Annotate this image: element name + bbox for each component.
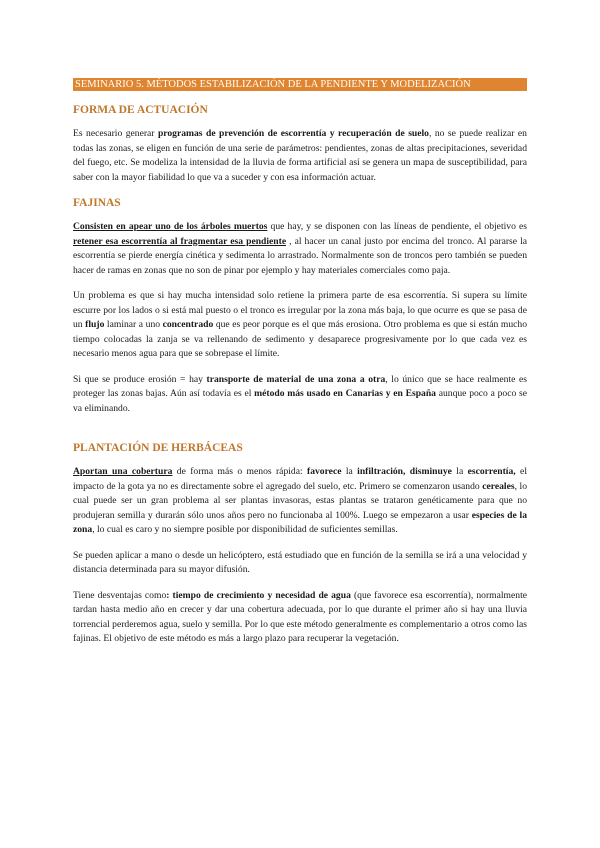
emphasis-text: Aportan una cobertura	[73, 466, 173, 477]
emphasis-text: infiltración, disminuye	[357, 466, 452, 477]
body-paragraph: Es necesario generar programas de prevención de escorrentía y recuperación de suelo, no se puede realizar en todas las zonas, se eligen en función de una serie de parámetros: pendientes, zonas de altas precipitaciones, severidad del fuego, etc. Se modeliza la intensidad de la lluvia de forma artificial así se genera un mapa de susceptibilidad, para saber con la mayor fiabilidad lo que va a suceder y con esa información actuar.	[73, 128, 527, 183]
section-spacer	[73, 427, 527, 441]
emphasis-text: favorece	[307, 466, 342, 477]
body-paragraph: Si que se produce erosión = hay transporte de material de una zona a otra, lo único que se hace realmente es proteger las zonas bajas. Aún así todavía es el método más usado en Canarias y en España aunque poco a poco se va eliminando.	[73, 373, 527, 414]
emphasis-text: especies de la zona	[73, 509, 527, 535]
emphasis-text: concentrado	[162, 319, 214, 330]
emphasis-text: Consisten en apear uno de los árboles muertos	[73, 221, 268, 232]
body-paragraph: Aportan una cobertura de forma más o menos rápida: favorece la infiltración, disminuye la escorrentía, el impacto de la gota ya no es directamente sobre el agregado del suelo, etc. Primero se comenzaron usando cereales, lo cual puede ser un gran problema al ser plantas invasoras, estas plantas se trataron genéticamente para que no produjeran semilla y durarán sólo unos años pero no funcionaba al 100%. Luego se empezaron a usar especies de la zona, lo cual es caro y no siempre posible por disponibilidad de suficientes semillas.	[73, 466, 527, 535]
body-paragraph: Se pueden aplicar a mano o desde un helicóptero, está estudiado que en función de la semilla se irá a una velocidad y distancia determinada para su mayor difusión.	[73, 549, 527, 575]
body-paragraph: Tiene desventajas como: tiempo de crecimiento y necesidad de agua (que favorece esa escorrentía), normalmente tardan hasta medio año en crecer y dar una cobertura adecuada, por lo que durante el primer año si hay una lluvia torrencial perderemos agua, suelo y semilla. Por lo que este método generalmente es complementario a otros como las fajinas. El objetivo de este método es más a largo plazo para recuperar la vegetación.	[73, 589, 527, 644]
emphasis-text: : tiempo de crecimiento y necesidad de agua	[166, 589, 351, 601]
body-paragraph: Un problema es que si hay mucha intensidad solo retiene la primera parte de esa escorrentía. Si supera su límite escurre por los lados o si está mal puesto o el tronco es irregular por la zona más baja, lo que ocurre es que se pasa de un flujo laminar a uno concentrado que es peor porque es el que más erosiona. Otro problema es que si están mucho tiempo colocadas la zanja se va rellenando de sedimento y desaparece progresivamente por lo que cada vez es necesario menos agua para que se sobrepase el límite.	[73, 290, 527, 359]
body-paragraph: Consisten en apear uno de los árboles muertos que hay, y se disponen con las líneas de pendiente, el objetivo es retener esa escorrentía al fragmentar esa pendiente , al hacer un canal justo por encima del tronco. Al pararse la escorrentía se pierde energía cinética y sedimenta lo arrastrado. Normalmente son de troncos pero también se pueden hacer de ramas en zonas que no son de pinar por ejemplo y hay materiales comerciales como paja.	[73, 221, 527, 276]
emphasis-text: flujo	[85, 319, 105, 330]
emphasis-text: método más usado en Canarias y en España	[254, 388, 436, 399]
seminar-title-banner: SEMINARIO 5. MÉTODOS ESTABILIZACIÓN DE LA PENDIENTE Y MODELIZACIÓN	[73, 78, 527, 91]
section-heading: PLANTACIÓN DE HERBÁCEAS	[73, 442, 243, 454]
section-heading: FORMA DE ACTUACIÓN	[73, 104, 208, 116]
emphasis-text: programas de prevención de escorrentía y recuperación de suelo	[157, 128, 429, 139]
emphasis-text: escorrentía,	[467, 466, 516, 477]
emphasis-text: cereales	[482, 480, 515, 492]
document-body	[73, 103, 527, 647]
emphasis-text: transporte de material de una zona a otra	[206, 373, 386, 385]
emphasis-text: retener esa escorrentía al fragmentar esa pendiente	[73, 235, 287, 247]
section-heading: FAJINAS	[73, 197, 121, 209]
